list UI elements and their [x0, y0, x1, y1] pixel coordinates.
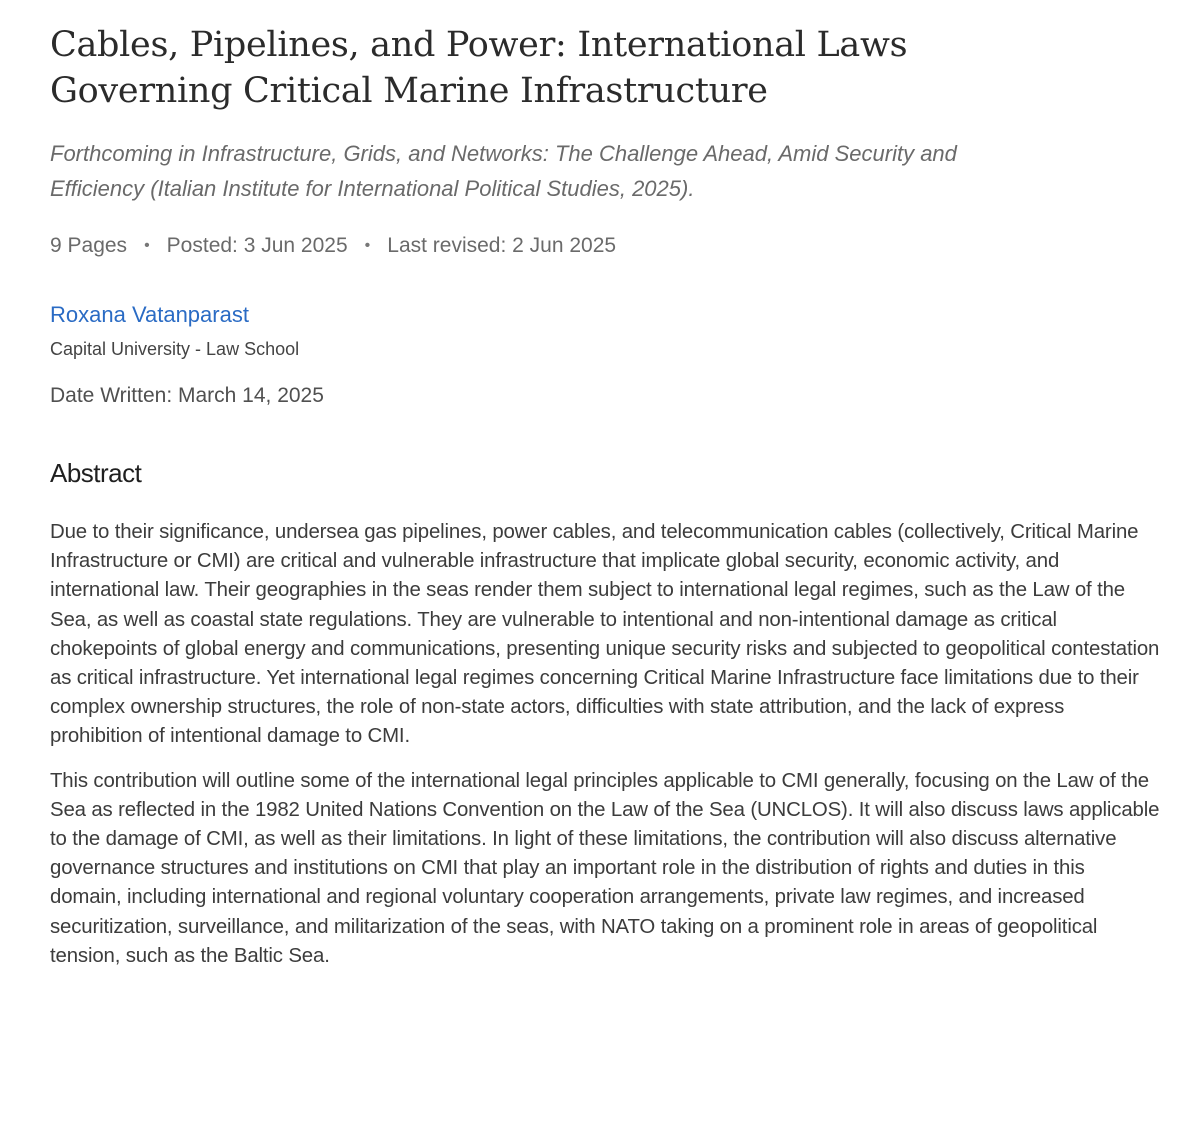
paper-title-line1: Cables, Pipelines, and Power: International Laws	[50, 25, 908, 65]
last-revised-date: Last revised: 2 Jun 2025	[387, 234, 617, 257]
abstract-paragraph-2: This contribution will outline some of the international legal principles applicable to CMI generally, focusing on the Law of the Sea as reflected in the 1982 United Nations Convention on the Law of the Sea (UNCLOS). It will also discuss laws applicable to the damage of CMI, as well as their limitations. In light of these limitations, the contribution will also discuss alternative governance structures and institutions on CMI that play an important role in the distribution of rights and duties in this domain, including international and regional voluntary cooperation arrangements, private law regimes, and increased securitization, surveillance, and militarization of the seas, with NATO taking on a prominent role in areas of geopolitical tension, such as the Baltic Sea.	[50, 769, 1160, 967]
author-link[interactable]: Roxana Vatanparast	[50, 302, 249, 327]
publication-note-line2: Efficiency (Italian Institute for International Political Studies, 2025).	[50, 176, 695, 201]
publication-note-line1: Forthcoming in Infrastructure, Grids, and Networks: The Challenge Ahead, Amid Security and	[50, 141, 957, 166]
abstract-paragraph-1: Due to their significance, undersea gas pipelines, power cables, and telecommunication cables (collectively, Critical Marine Infrastructure or CMI) are critical and vulnerable infrastructure that implicate global security, economic activity, and international law. Their geographies in the seas render them subject to international legal regimes, such as the Law of the Sea, as well as coastal state regulations. They are vulnerable to intentional and non-intentional damage as critical chokepoints of global energy and communications, presenting unique security risks and subjected to geopolitical contestation as critical infrastructure. Yet international legal regimes concerning Critical Marine Infrastructure face limitations due to their complex ownership structures, the role of non-state actors, difficulties with state attribution, and the lack of express prohibition of intentional damage to CMI.	[50, 521, 1160, 748]
meta-separator: •	[144, 237, 150, 254]
paper-title-line2: Governing Critical Marine Infrastructure	[50, 71, 768, 111]
paper-meta	[50, 232, 1160, 260]
posted-date: Posted: 3 Jun 2025	[166, 234, 348, 257]
paper-title	[50, 22, 1160, 114]
author-affiliation: Capital University - Law School	[50, 339, 300, 359]
abstract-heading: Abstract	[50, 458, 142, 488]
paper-page	[50, 22, 1160, 971]
date-written: Date Written: March 14, 2025	[50, 384, 324, 407]
meta-separator: •	[364, 237, 371, 254]
page-count: 9 Pages	[50, 234, 128, 257]
publication-note	[50, 136, 1160, 206]
